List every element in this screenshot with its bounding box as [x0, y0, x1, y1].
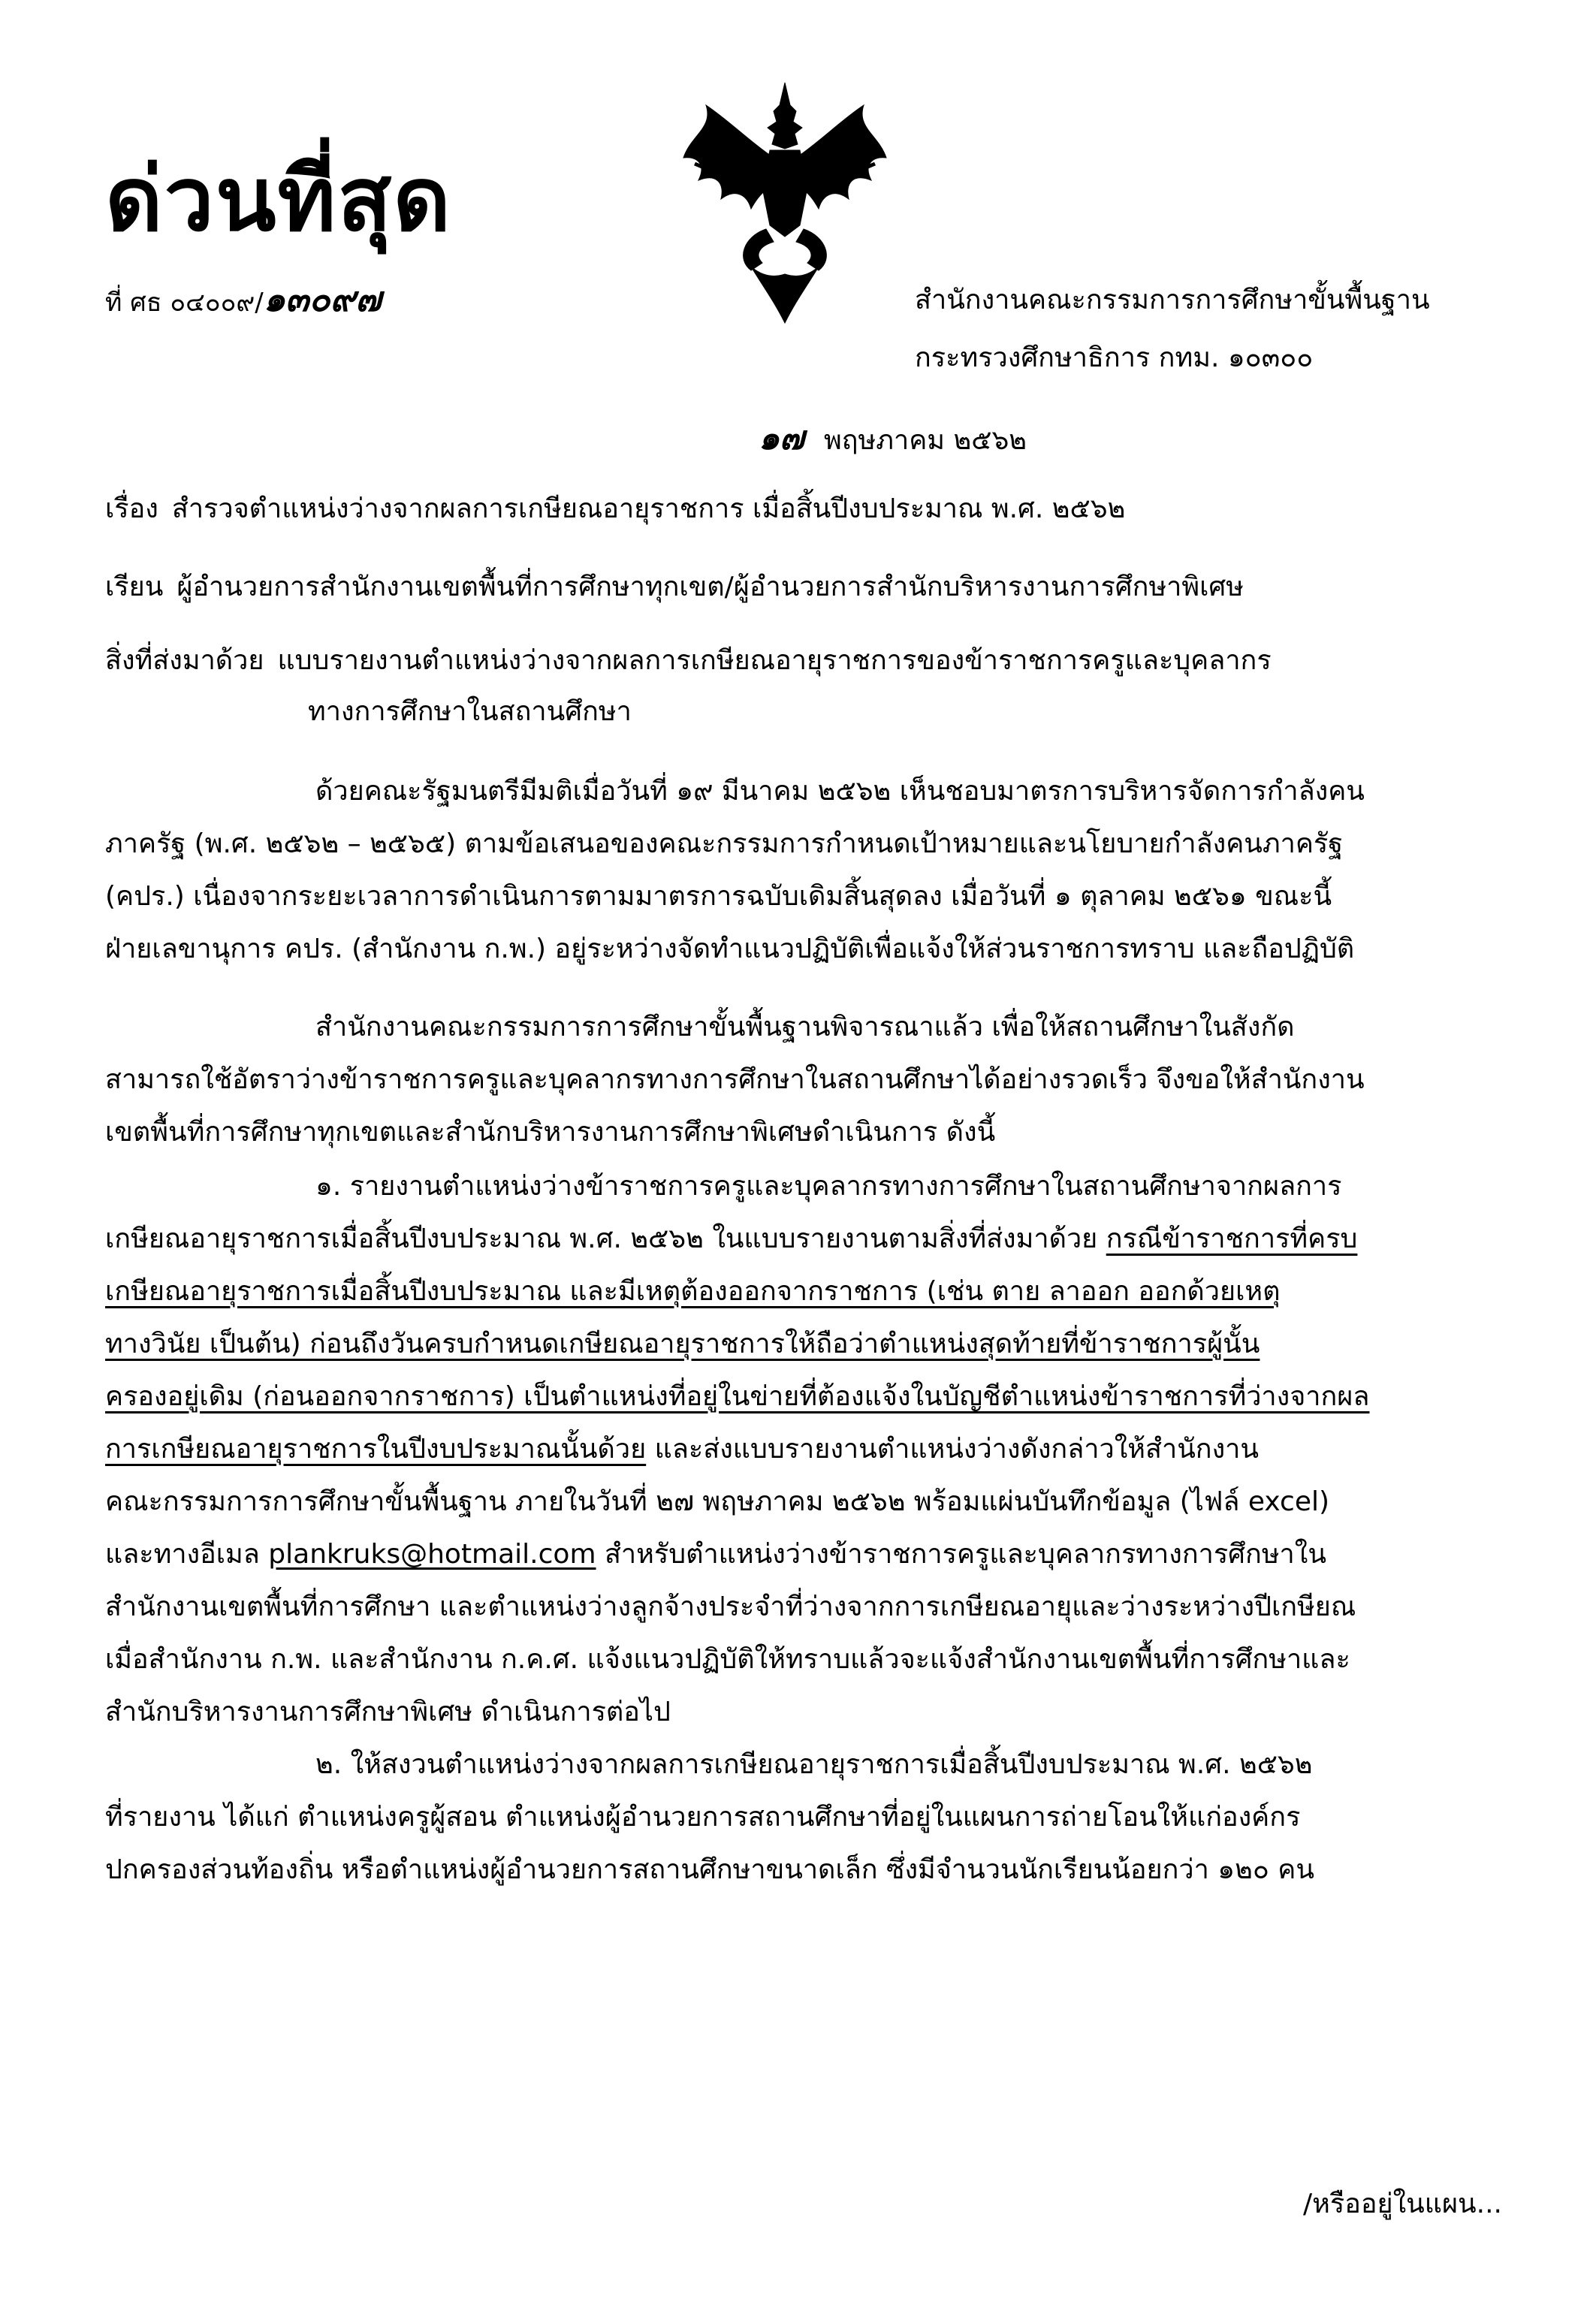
para1-line: ด้วยคณะรัฐมนตรีมีมติเมื่อวันที่ ๑๙ มีนาคม ๒๕๖๒ เห็นชอบมาตรการบริหารจัดการกำลังคน	[315, 776, 1365, 807]
document-number-prefix: ที่ ศธ ๐๔๐๐๙/	[105, 288, 264, 318]
para2-line: เขตพื้นที่การศึกษาทุกเขตและสำนักบริหารงานการศึกษาพิเศษดำเนินการ ดังนี้	[105, 1117, 996, 1148]
subject-line	[105, 487, 1125, 529]
para1-line: (คปร.) เนื่องจากระยะเวลาการดำเนินการตามมาตรการฉบับเดิมสิ้นสุดลง เมื่อวันที่ ๑ ตุลาคม ๒๕๖๑ ขณะนี้	[105, 881, 1332, 912]
item1-line: สำนักงานเขตพื้นที่การศึกษา และตำแหน่งว่างลูกจ้างประจำที่ว่างจากการเกษียณอายุและว่างระหว่างปีเกษียณ	[105, 1591, 1356, 1622]
item1-line: เมื่อสำนักงาน ก.พ. และสำนักงาน ก.ค.ศ. แจ้งแนวปฏิบัติให้ทราบแล้วจะแจ้งสำนักงานเขตพื้นที่การศึกษาและ	[105, 1644, 1350, 1675]
date-day: ๑๗	[759, 419, 805, 457]
recipient-text: ผู้อำนวยการสำนักงานเขตพื้นที่การศึกษาทุกเขต/ผู้อำนวยการสำนักบริหารงานการศึกษาพิเศษ	[176, 572, 1245, 602]
item1-text: เกษียณอายุราชการเมื่อสิ้นปีงบประมาณ พ.ศ. ๒๕๖๒ ในแบบรายงานตามสิ่งที่ส่งมาด้วย	[105, 1223, 1106, 1254]
item1-line	[105, 1427, 1259, 1470]
enclosure-text-2: ทางการศึกษาในสถานศึกษา	[308, 696, 632, 727]
agency-name: สำนักงานคณะกรรมการการศึกษาขั้นพื้นฐาน	[915, 285, 1430, 315]
item2-line: ๒. ให้สงวนตำแหน่งว่างจากผลการเกษียณอายุราชการเมื่อสิ้นปีงบประมาณ พ.ศ. ๒๕๖๒	[315, 1749, 1313, 1780]
urgency-heading: ด่วนที่สุด	[105, 147, 452, 251]
recipient-line	[105, 565, 1244, 608]
garuda-emblem-icon	[661, 75, 909, 330]
item1-line	[105, 1217, 1357, 1260]
subject-text: สำรวจตำแหน่งว่างจากผลการเกษียณอายุราชการ เมื่อสิ้นปีงบประมาณ พ.ศ. ๒๕๖๒	[171, 493, 1126, 524]
document-number	[105, 272, 382, 327]
continuation-note: /หรืออยู่ในแผน...	[1303, 2189, 1502, 2219]
date-month-year: พฤษภาคม ๒๕๖๒	[824, 425, 1027, 456]
agency-address: กระทรวงศึกษาธิการ กทม. ๑๐๓๐๐	[915, 342, 1314, 373]
item1-text: และส่งแบบรายงานตำแหน่งว่างดังกล่าวให้สำนักงาน	[646, 1434, 1260, 1465]
item1-underlined-line: ทางวินัย เป็นต้น) ก่อนถึงวันครบกำหนดเกษียณอายุราชการให้ถือว่าตำแหน่งสุดท้ายที่ข้าราชการผู้นั้น	[105, 1329, 1260, 1359]
item1-line: คณะกรรมการการศึกษาขั้นพื้นฐาน ภายในวันที่ ๒๗ พฤษภาคม ๒๕๖๒ พร้อมแผ่นบันทึกข้อมูล (ไฟล์ excel)	[105, 1486, 1330, 1517]
para1-line: ฝ่ายเลขานุการ คปร. (สำนักงาน ก.พ.) อยู่ระหว่างจัดทำแนวปฏิบัติเพื่อแจ้งให้ส่วนราชการทราบ และถือปฏิบัติ	[105, 934, 1355, 964]
item1-line: ๑. รายงานตำแหน่งว่างข้าราชการครูและบุคลากรทางการศึกษาในสถานศึกษาจากผลการ	[315, 1171, 1342, 1202]
item1-line: สำนักบริหารงานการศึกษาพิเศษ ดำเนินการต่อไป	[105, 1697, 671, 1727]
item1-text: สำหรับตำแหน่งว่างข้าราชการครูและบุคลากรทางการศึกษาใน	[596, 1539, 1326, 1570]
enclosure-text-1: แบบรายงานตำแหน่งว่างจากผลการเกษียณอายุราชการของข้าราชการครูและบุคลากร	[277, 645, 1272, 676]
para2-line: สามารถใช้อัตราว่างข้าราชการครูและบุคลากรทางการศึกษาในสถานศึกษาได้อย่างรวดเร็ว จึงขอให้สำนักงาน	[105, 1064, 1365, 1095]
enclosure-label: สิ่งที่ส่งมาด้วย	[105, 645, 264, 676]
item1-line	[105, 1532, 1326, 1575]
contact-email-link[interactable]: plankruks@hotmail.com	[268, 1539, 596, 1570]
para1-line: ภาครัฐ (พ.ศ. ๒๕๖๒ – ๒๕๖๕) ตามข้อเสนอของคณะกรรมการกำหนดเป้าหมายและนโยบายกำลังคนภาครัฐ	[105, 828, 1344, 859]
item1-underlined-line: ครองอยู่เดิม (ก่อนออกจากราชการ) เป็นตำแหน่งที่อยู่ในข่ายที่ต้องแจ้งในบัญชีตำแหน่งข้าราชการที่ว่างจากผล	[105, 1381, 1370, 1412]
item2-line: ที่รายงาน ได้แก่ ตำแหน่งครูผู้สอน ตำแหน่งผู้อำนวยการสถานศึกษาที่อยู่ในแผนการถ่ายโอนให้แก่องค์กร	[105, 1802, 1301, 1833]
para2-line: สำนักงานคณะกรรมการการศึกษาขั้นพื้นฐานพิจารณาแล้ว เพื่อให้สถานศึกษาในสังกัด	[315, 1012, 1295, 1042]
recipient-label: เรียน	[105, 572, 164, 602]
item1-text: และทางอีเมล	[105, 1539, 269, 1570]
item2-line: ปกครองส่วนท้องถิ่น หรือตำแหน่งผู้อำนวยการสถานศึกษาขนาดเล็ก ซึ่งมีจำนวนนักเรียนน้อยกว่า ๑๒๐ คน	[105, 1854, 1314, 1885]
item1-underlined-text: การเกษียณอายุราชการในปีงบประมาณนั้นด้วย	[105, 1434, 647, 1465]
enclosure-line	[105, 638, 1272, 681]
item1-underlined-line: เกษียณอายุราชการเมื่อสิ้นปีงบประมาณ และมีเหตุต้องออกจากราชการ (เช่น ตาย ลาออก ออกด้วยเหตุ	[105, 1276, 1281, 1307]
subject-label: เรื่อง	[105, 493, 158, 524]
item1-underlined-text: กรณีข้าราชการที่ครบ	[1106, 1223, 1358, 1254]
document-number-handwritten: ๑๓๐๙๗	[263, 279, 382, 319]
letter-date	[759, 412, 1027, 464]
